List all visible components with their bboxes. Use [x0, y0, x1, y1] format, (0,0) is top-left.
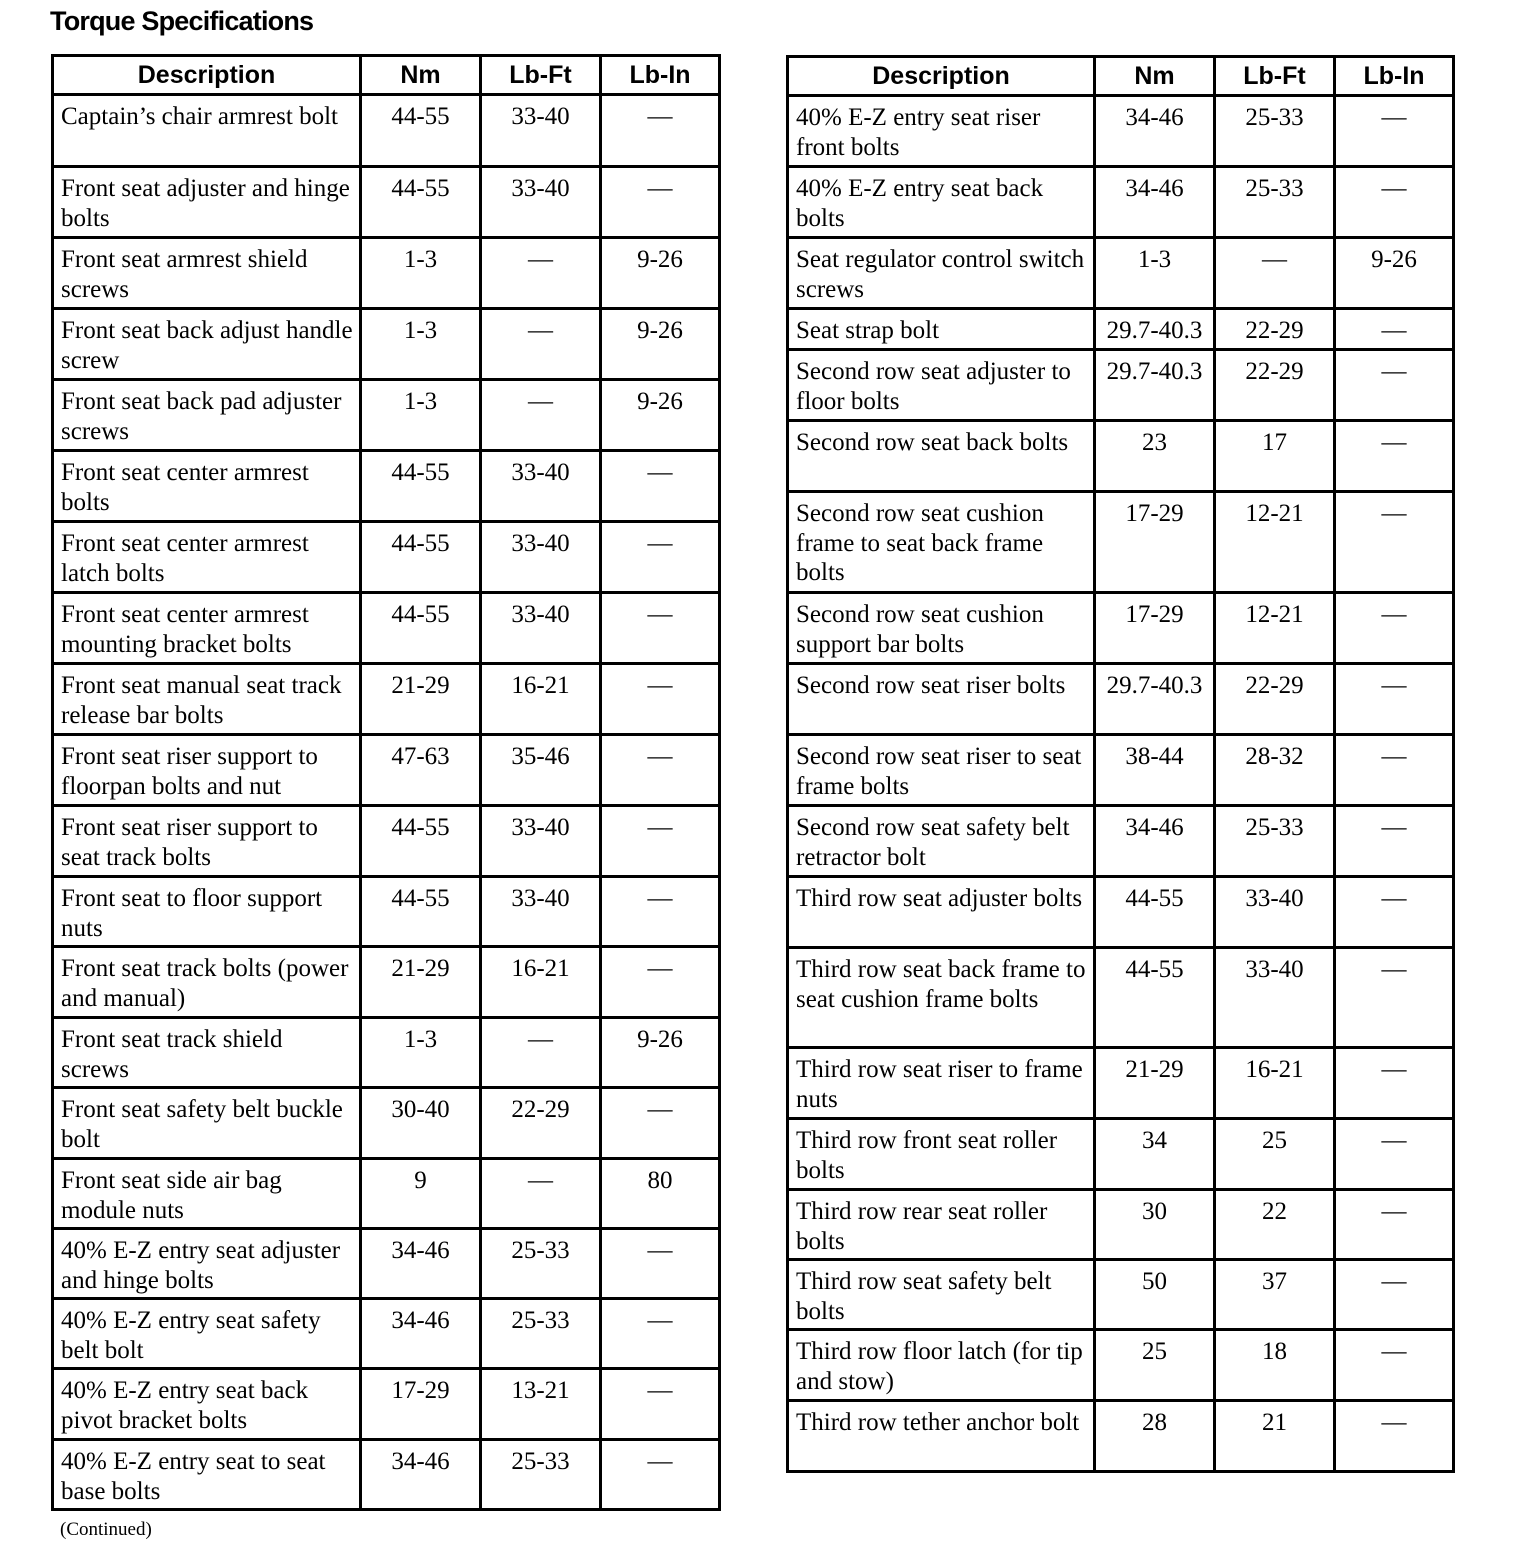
- table-row: [53, 522, 720, 593]
- cell-nm: 44-55: [361, 877, 481, 947]
- table-row: [788, 664, 1454, 735]
- cell-lbin: —: [601, 1088, 720, 1159]
- cell-lbft: 13-21: [481, 1369, 601, 1440]
- cell-lbin: —: [1335, 1190, 1454, 1260]
- table-row: [53, 1229, 720, 1299]
- cell-lbft: 33-40: [1215, 948, 1335, 1048]
- table-row: [53, 167, 720, 238]
- table-row: [53, 1440, 720, 1510]
- cell-lbft: —: [1215, 238, 1335, 309]
- cell-lbin: —: [601, 167, 720, 238]
- table-row: [53, 877, 720, 947]
- table-header-row: [788, 57, 1454, 96]
- cell-lbin: —: [1335, 593, 1454, 664]
- cell-nm: 21-29: [1095, 1048, 1215, 1119]
- cell-description: Front seat side air bag module nuts: [53, 1159, 361, 1229]
- cell-nm: 21-29: [361, 947, 481, 1018]
- cell-lbft: 33-40: [481, 95, 601, 167]
- cell-nm: 30-40: [361, 1088, 481, 1159]
- cell-description: 40% E-Z entry seat riser front bolts: [788, 96, 1095, 167]
- cell-description: Third row seat safety belt bolts: [788, 1260, 1095, 1330]
- cell-nm: 28: [1095, 1401, 1215, 1472]
- cell-description: Second row seat riser to seat frame bolts: [788, 735, 1095, 806]
- table-row: [788, 1190, 1454, 1260]
- cell-nm: 17-29: [1095, 492, 1215, 593]
- cell-lbft: 16-21: [481, 664, 601, 735]
- cell-lbft: —: [481, 238, 601, 309]
- cell-nm: 23: [1095, 421, 1215, 492]
- cell-nm: 34-46: [1095, 167, 1215, 238]
- cell-description: Second row seat cushion support bar bolts: [788, 593, 1095, 664]
- table-row: [53, 735, 720, 806]
- table-row: [788, 593, 1454, 664]
- table-row: [53, 593, 720, 664]
- cell-nm: 29.7-40.3: [1095, 350, 1215, 421]
- cell-description: Front seat center armrest bolts: [53, 451, 361, 522]
- cell-lbin: —: [1335, 948, 1454, 1048]
- table-row: [788, 877, 1454, 948]
- cell-nm: 17-29: [1095, 593, 1215, 664]
- table-row: [788, 1119, 1454, 1190]
- cell-lbin: —: [1335, 1401, 1454, 1472]
- cell-lbin: —: [1335, 492, 1454, 593]
- column-header-lbft: Lb-Ft: [481, 56, 601, 95]
- cell-lbin: —: [1335, 309, 1454, 350]
- cell-description: Front seat manual seat track release bar bolts: [53, 664, 361, 735]
- table-body-right: [788, 96, 1454, 1472]
- cell-lbft: 12-21: [1215, 492, 1335, 593]
- table-row: [788, 238, 1454, 309]
- cell-lbft: 22: [1215, 1190, 1335, 1260]
- table-body-left: [53, 95, 720, 1510]
- cell-lbft: 28-32: [1215, 735, 1335, 806]
- cell-description: 40% E-Z entry seat to seat base bolts: [53, 1440, 361, 1510]
- cell-lbin: —: [1335, 1260, 1454, 1330]
- cell-lbft: 16-21: [1215, 1048, 1335, 1119]
- cell-lbin: —: [1335, 96, 1454, 167]
- cell-lbft: 22-29: [1215, 350, 1335, 421]
- cell-nm: 1-3: [1095, 238, 1215, 309]
- table-row: [788, 1330, 1454, 1401]
- cell-description: Front seat adjuster and hinge bolts: [53, 167, 361, 238]
- cell-description: 40% E-Z entry seat back pivot bracket bolts: [53, 1369, 361, 1440]
- cell-lbin: 9-26: [601, 380, 720, 451]
- cell-description: Second row seat cushion frame to seat back frame bolts: [788, 492, 1095, 593]
- cell-description: Seat regulator control switch screws: [788, 238, 1095, 309]
- cell-nm: 44-55: [361, 593, 481, 664]
- cell-nm: 44-55: [361, 95, 481, 167]
- table-row: [53, 238, 720, 309]
- cell-description: Second row seat safety belt retractor bolt: [788, 806, 1095, 877]
- cell-lbin: —: [1335, 1119, 1454, 1190]
- cell-lbft: 33-40: [481, 451, 601, 522]
- cell-nm: 34: [1095, 1119, 1215, 1190]
- cell-description: Third row rear seat roller bolts: [788, 1190, 1095, 1260]
- cell-nm: 21-29: [361, 664, 481, 735]
- cell-lbft: 25-33: [1215, 806, 1335, 877]
- table-row: [53, 664, 720, 735]
- cell-lbft: 37: [1215, 1260, 1335, 1330]
- cell-nm: 47-63: [361, 735, 481, 806]
- cell-lbin: —: [1335, 1330, 1454, 1401]
- cell-description: Front seat to floor support nuts: [53, 877, 361, 947]
- cell-lbin: 9-26: [601, 1018, 720, 1088]
- cell-lbin: —: [1335, 877, 1454, 948]
- cell-nm: 34-46: [361, 1440, 481, 1510]
- cell-lbin: —: [601, 593, 720, 664]
- cell-lbin: —: [601, 735, 720, 806]
- cell-nm: 44-55: [361, 167, 481, 238]
- table-row: [53, 1018, 720, 1088]
- cell-lbin: —: [601, 1229, 720, 1299]
- table-row: [788, 1260, 1454, 1330]
- cell-nm: 50: [1095, 1260, 1215, 1330]
- cell-nm: 9: [361, 1159, 481, 1229]
- table-row: [788, 492, 1454, 593]
- cell-lbft: 25-33: [481, 1299, 601, 1369]
- table-row: [788, 1401, 1454, 1472]
- cell-nm: 34-46: [361, 1299, 481, 1369]
- cell-lbin: —: [1335, 664, 1454, 735]
- cell-lbin: —: [601, 664, 720, 735]
- table-row: [788, 309, 1454, 350]
- cell-lbft: —: [481, 309, 601, 380]
- cell-lbft: 33-40: [481, 806, 601, 877]
- cell-lbft: 35-46: [481, 735, 601, 806]
- column-header-nm: Nm: [1095, 57, 1215, 96]
- torque-table-right: [786, 55, 1455, 1473]
- cell-nm: 44-55: [1095, 877, 1215, 948]
- page-title: Torque Specifications: [50, 6, 314, 36]
- cell-lbft: 21: [1215, 1401, 1335, 1472]
- cell-nm: 30: [1095, 1190, 1215, 1260]
- cell-lbin: —: [1335, 806, 1454, 877]
- cell-lbin: —: [1335, 167, 1454, 238]
- cell-description: Third row front seat roller bolts: [788, 1119, 1095, 1190]
- torque-table-left: [51, 54, 721, 1511]
- cell-nm: 44-55: [361, 806, 481, 877]
- cell-lbft: 25-33: [481, 1229, 601, 1299]
- cell-nm: 1-3: [361, 238, 481, 309]
- cell-nm: 34-46: [1095, 806, 1215, 877]
- table-row: [788, 735, 1454, 806]
- table-row: [788, 167, 1454, 238]
- cell-lbft: —: [481, 1159, 601, 1229]
- cell-lbin: —: [601, 806, 720, 877]
- table-row: [53, 947, 720, 1018]
- cell-nm: 34-46: [1095, 96, 1215, 167]
- cell-lbft: 33-40: [481, 593, 601, 664]
- cell-lbin: —: [1335, 1048, 1454, 1119]
- cell-description: Third row seat adjuster bolts: [788, 877, 1095, 948]
- cell-lbft: 33-40: [1215, 877, 1335, 948]
- column-header-lbin: Lb-In: [601, 56, 720, 95]
- cell-lbft: 18: [1215, 1330, 1335, 1401]
- cell-nm: 44-55: [361, 522, 481, 593]
- cell-lbft: 33-40: [481, 522, 601, 593]
- table-header-row: [53, 56, 720, 95]
- cell-nm: 29.7-40.3: [1095, 664, 1215, 735]
- cell-nm: 44-55: [1095, 948, 1215, 1048]
- column-header-nm: Nm: [361, 56, 481, 95]
- cell-lbin: —: [1335, 735, 1454, 806]
- cell-description: Front seat back adjust handle screw: [53, 309, 361, 380]
- cell-description: Third row seat riser to frame nuts: [788, 1048, 1095, 1119]
- cell-lbft: 22-29: [481, 1088, 601, 1159]
- column-header-description: Description: [788, 57, 1095, 96]
- cell-lbft: 33-40: [481, 877, 601, 947]
- cell-lbft: 25: [1215, 1119, 1335, 1190]
- table-row: [53, 451, 720, 522]
- cell-lbft: 22-29: [1215, 664, 1335, 735]
- cell-description: Front seat armrest shield screws: [53, 238, 361, 309]
- cell-nm: 29.7-40.3: [1095, 309, 1215, 350]
- cell-nm: 25: [1095, 1330, 1215, 1401]
- cell-lbin: 80: [601, 1159, 720, 1229]
- cell-description: Front seat riser support to seat track bolts: [53, 806, 361, 877]
- cell-description: 40% E-Z entry seat adjuster and hinge bolts: [53, 1229, 361, 1299]
- cell-nm: 1-3: [361, 309, 481, 380]
- cell-lbin: —: [601, 947, 720, 1018]
- cell-description: Front seat center armrest mounting bracket bolts: [53, 593, 361, 664]
- cell-lbin: 9-26: [601, 238, 720, 309]
- table-row: [53, 95, 720, 167]
- cell-description: 40% E-Z entry seat safety belt bolt: [53, 1299, 361, 1369]
- cell-lbft: 12-21: [1215, 593, 1335, 664]
- cell-lbin: —: [1335, 421, 1454, 492]
- cell-description: Front seat center armrest latch bolts: [53, 522, 361, 593]
- cell-description: Second row seat back bolts: [788, 421, 1095, 492]
- table-row: [788, 350, 1454, 421]
- cell-lbin: —: [601, 522, 720, 593]
- cell-lbft: 22-29: [1215, 309, 1335, 350]
- cell-nm: 1-3: [361, 380, 481, 451]
- cell-description: Seat strap bolt: [788, 309, 1095, 350]
- cell-lbft: 17: [1215, 421, 1335, 492]
- column-header-description: Description: [53, 56, 361, 95]
- continued-note: (Continued): [60, 1519, 152, 1540]
- cell-nm: 17-29: [361, 1369, 481, 1440]
- cell-lbin: 9-26: [601, 309, 720, 380]
- cell-nm: 1-3: [361, 1018, 481, 1088]
- table-row: [788, 1048, 1454, 1119]
- cell-lbin: —: [601, 95, 720, 167]
- cell-lbin: —: [601, 877, 720, 947]
- table-row: [788, 806, 1454, 877]
- table-row: [53, 1299, 720, 1369]
- cell-lbft: 16-21: [481, 947, 601, 1018]
- cell-description: Third row floor latch (for tip and stow): [788, 1330, 1095, 1401]
- cell-lbft: 25-33: [1215, 96, 1335, 167]
- cell-lbft: 33-40: [481, 167, 601, 238]
- column-header-lbin: Lb-In: [1335, 57, 1454, 96]
- cell-description: 40% E-Z entry seat back bolts: [788, 167, 1095, 238]
- column-header-lbft: Lb-Ft: [1215, 57, 1335, 96]
- cell-lbft: —: [481, 1018, 601, 1088]
- cell-lbin: —: [601, 1369, 720, 1440]
- cell-description: Front seat track bolts (power and manual): [53, 947, 361, 1018]
- cell-lbft: —: [481, 380, 601, 451]
- table-row: [53, 1369, 720, 1440]
- cell-description: Front seat track shield screws: [53, 1018, 361, 1088]
- table-row: [53, 1088, 720, 1159]
- table-row: [788, 96, 1454, 167]
- cell-lbin: 9-26: [1335, 238, 1454, 309]
- cell-description: Second row seat adjuster to floor bolts: [788, 350, 1095, 421]
- cell-description: Second row seat riser bolts: [788, 664, 1095, 735]
- table-row: [53, 309, 720, 380]
- cell-lbin: —: [601, 451, 720, 522]
- table-row: [53, 806, 720, 877]
- table-row: [53, 1159, 720, 1229]
- cell-description: Captain’s chair armrest bolt: [53, 95, 361, 167]
- cell-description: Third row tether anchor bolt: [788, 1401, 1095, 1472]
- table-row: [788, 948, 1454, 1048]
- cell-lbin: —: [1335, 350, 1454, 421]
- cell-lbft: 25-33: [1215, 167, 1335, 238]
- cell-description: Third row seat back frame to seat cushion frame bolts: [788, 948, 1095, 1048]
- cell-nm: 44-55: [361, 451, 481, 522]
- cell-nm: 38-44: [1095, 735, 1215, 806]
- cell-lbin: —: [601, 1299, 720, 1369]
- cell-description: Front seat back pad adjuster screws: [53, 380, 361, 451]
- cell-description: Front seat safety belt buckle bolt: [53, 1088, 361, 1159]
- cell-description: Front seat riser support to floorpan bolts and nut: [53, 735, 361, 806]
- cell-lbft: 25-33: [481, 1440, 601, 1510]
- table-row: [788, 421, 1454, 492]
- cell-nm: 34-46: [361, 1229, 481, 1299]
- table-row: [53, 380, 720, 451]
- cell-lbin: —: [601, 1440, 720, 1510]
